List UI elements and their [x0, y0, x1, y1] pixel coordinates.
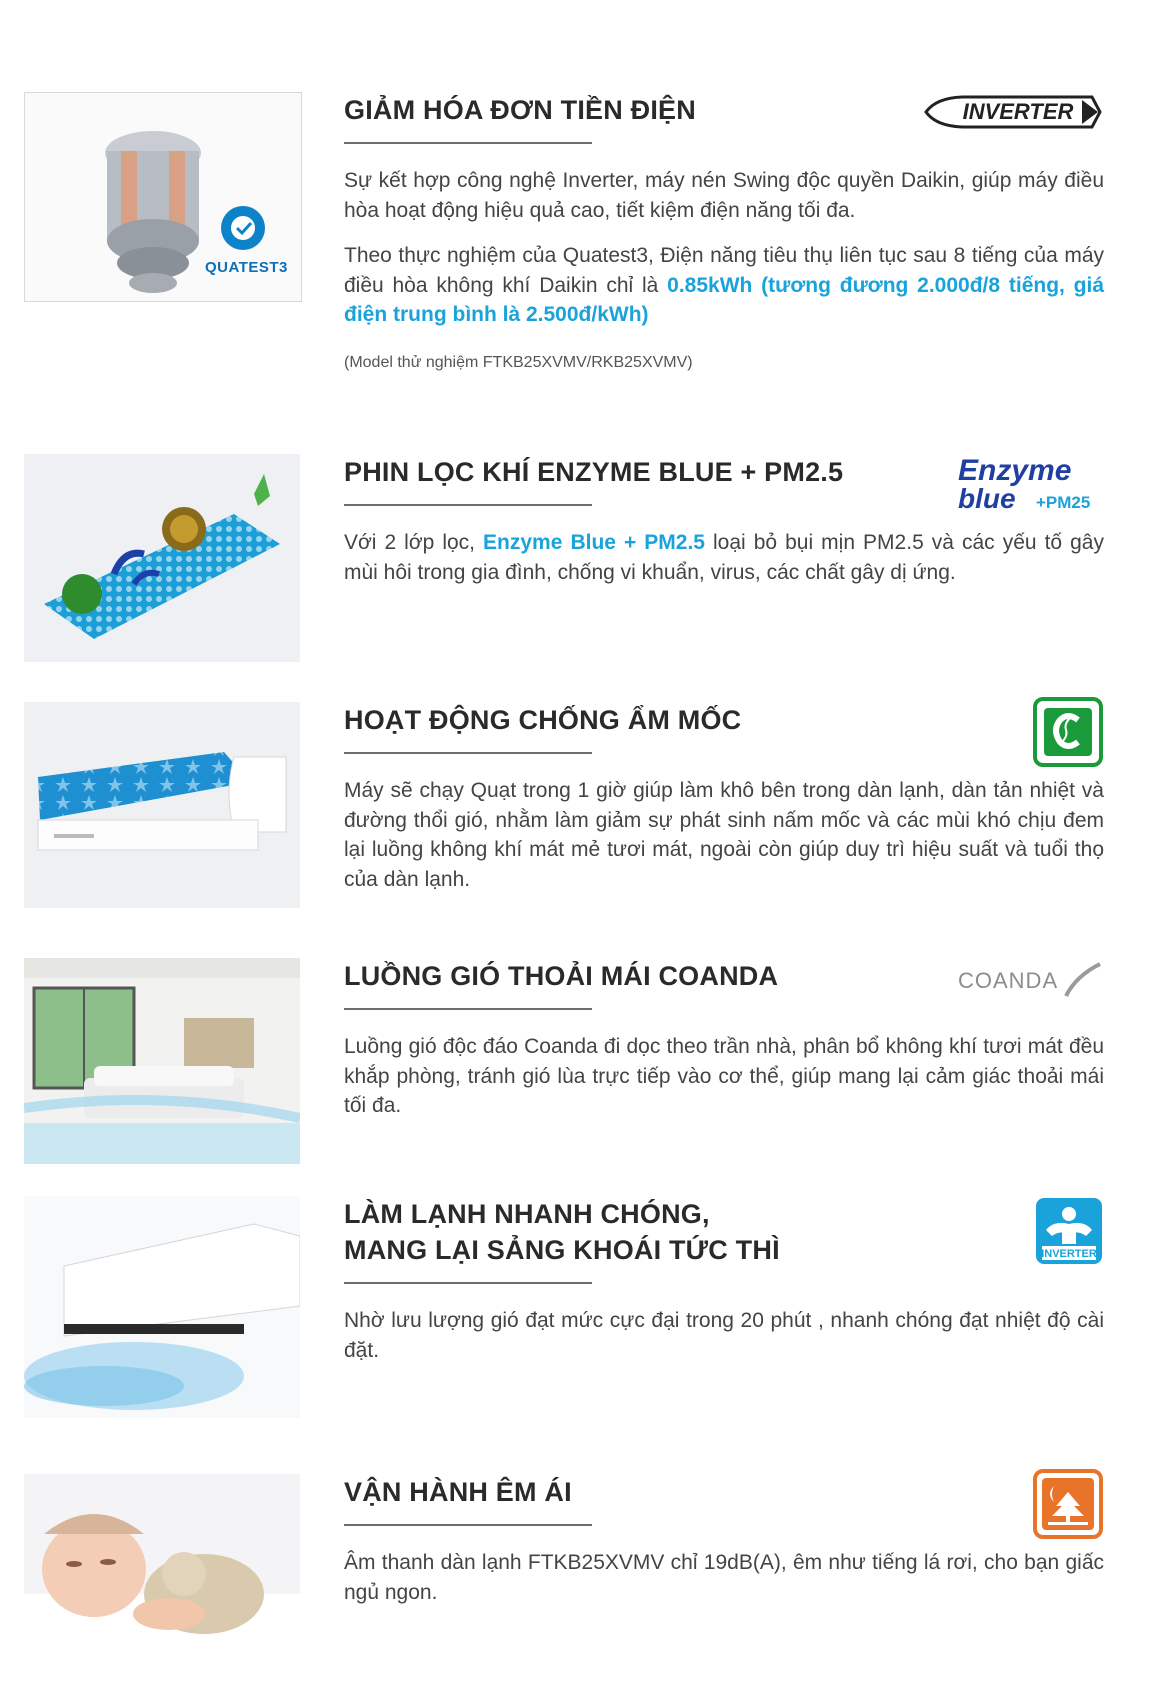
feature-description: Âm thanh dàn lạnh FTKB25XVMV chỉ 19dB(A), êm như tiếng lá rơi, cho bạn giấc ngủ ngon. — [344, 1551, 1104, 1604]
powerful-inverter-icon — [1034, 1196, 1104, 1270]
filter-illustration — [24, 454, 300, 662]
cooling-unit-illustration — [24, 1196, 300, 1418]
quiet-operation-icon — [1032, 1468, 1104, 1544]
feature-description: Nhờ lưu lượng gió đạt mức cực đại trong 20 phút , nhanh chóng đạt nhiệt độ cài đặt. — [344, 1309, 1104, 1362]
feature-title: VẬN HÀNH ÊM ÁI — [344, 1477, 572, 1507]
living-room-illustration — [24, 958, 300, 1164]
description-highlight: Enzyme Blue + PM2.5 — [483, 531, 705, 554]
quatest3-badge: QUATEST3 — [205, 259, 288, 276]
filter-image — [24, 454, 300, 662]
title-underline — [344, 752, 592, 754]
title-underline — [344, 504, 592, 506]
cooling-unit-image — [24, 1196, 300, 1418]
description-intro: Với 2 lớp lọc, — [344, 531, 484, 554]
indoor-unit-illustration — [24, 702, 300, 908]
description-rest: loại bỏ bụi mịn PM2.5 và các yếu tố gây mùi hôi trong gia đình, chống vi khuẩn, virus, các chất gây dị ứng. — [344, 531, 1104, 584]
feature-description: Máy sẽ chạy Quạt trong 1 giờ giúp làm khô bên trong dàn lạnh, dàn tản nhiệt và đường thổi gió, nhằm làm giảm sự phát sinh nấm mốc và các mùi khó chịu đem lại luồng không khí mát mẻ tươi mát, ngoài còn giúp duy trì hiệu suất và tuổi thọ của dàn lạnh. — [344, 779, 1104, 891]
model-note: (Model thử nghiệm FTKB25XVMV/RKB25XVMV) — [344, 353, 693, 371]
feature-title — [344, 1196, 1104, 1268]
compressor-image — [24, 92, 302, 302]
feature-test-result — [344, 241, 1104, 330]
living-room-image — [24, 958, 300, 1164]
powerful-icon-text: INVERTER — [1041, 1248, 1097, 1260]
enzyme-logo-line1: Enzyme — [958, 454, 1072, 487]
mold-proof-icon — [1032, 696, 1104, 772]
feature-description — [344, 528, 1104, 587]
coanda-logo-text: COANDA — [958, 968, 1059, 993]
feature-title-line1: LÀM LẠNH NHANH CHÓNG, — [344, 1199, 710, 1229]
feature-title-line2: MANG LẠI SẢNG KHOÁI TỨC THÌ — [344, 1235, 780, 1265]
test-result-highlight: 0.85kWh (tương đương 2.000đ/8 tiếng, giá điện trung bình là 2.500đ/kWh) — [344, 273, 1105, 326]
inverter-logo-text: INVERTER — [962, 99, 1074, 124]
enzyme-logo-line2: blue — [958, 483, 1016, 514]
feature-description: Sự kết hợp công nghệ Inverter, máy nén Swing độc quyền Daikin, giúp máy điều hòa hoạt động hiệu quả cao, tiết kiệm điện năng tối đa. — [344, 169, 1104, 222]
feature-title: HOẠT ĐỘNG CHỐNG ẨM MỐC — [344, 705, 742, 735]
indoor-unit-image — [24, 702, 300, 908]
test-result-text: Theo thực nghiệm của Quatest3, Điện năng tiêu thụ liên tục sau 8 tiếng của máy điều hòa không khí Daikin chỉ là — [344, 244, 1104, 297]
feature-title: PHIN LỌC KHÍ ENZYME BLUE + PM2.5 — [344, 457, 844, 487]
feature-title: LUỒNG GIÓ THOẢI MÁI COANDA — [344, 961, 779, 991]
feature-title: GIẢM HÓA ĐƠN TIỀN ĐIỆN — [344, 95, 696, 125]
title-underline — [344, 142, 592, 144]
title-underline — [344, 1524, 592, 1526]
feature-description: Luồng gió độc đáo Coanda đi dọc theo trần nhà, phân bổ không khí tươi mát đều khắp phòng, tránh gió lùa trực tiếp vào cơ thể, giúp mang lại cảm giác thoải mái tối đa. — [344, 1035, 1104, 1117]
sleeping-baby-image — [24, 1474, 300, 1664]
enzyme-blue-logo — [954, 454, 1104, 518]
sleeping-baby-illustration — [24, 1474, 300, 1664]
coanda-logo — [954, 956, 1104, 1004]
inverter-logo — [922, 92, 1104, 136]
title-underline — [344, 1008, 592, 1010]
title-underline — [344, 1282, 592, 1284]
enzyme-logo-sub: +PM25 — [1036, 493, 1091, 512]
